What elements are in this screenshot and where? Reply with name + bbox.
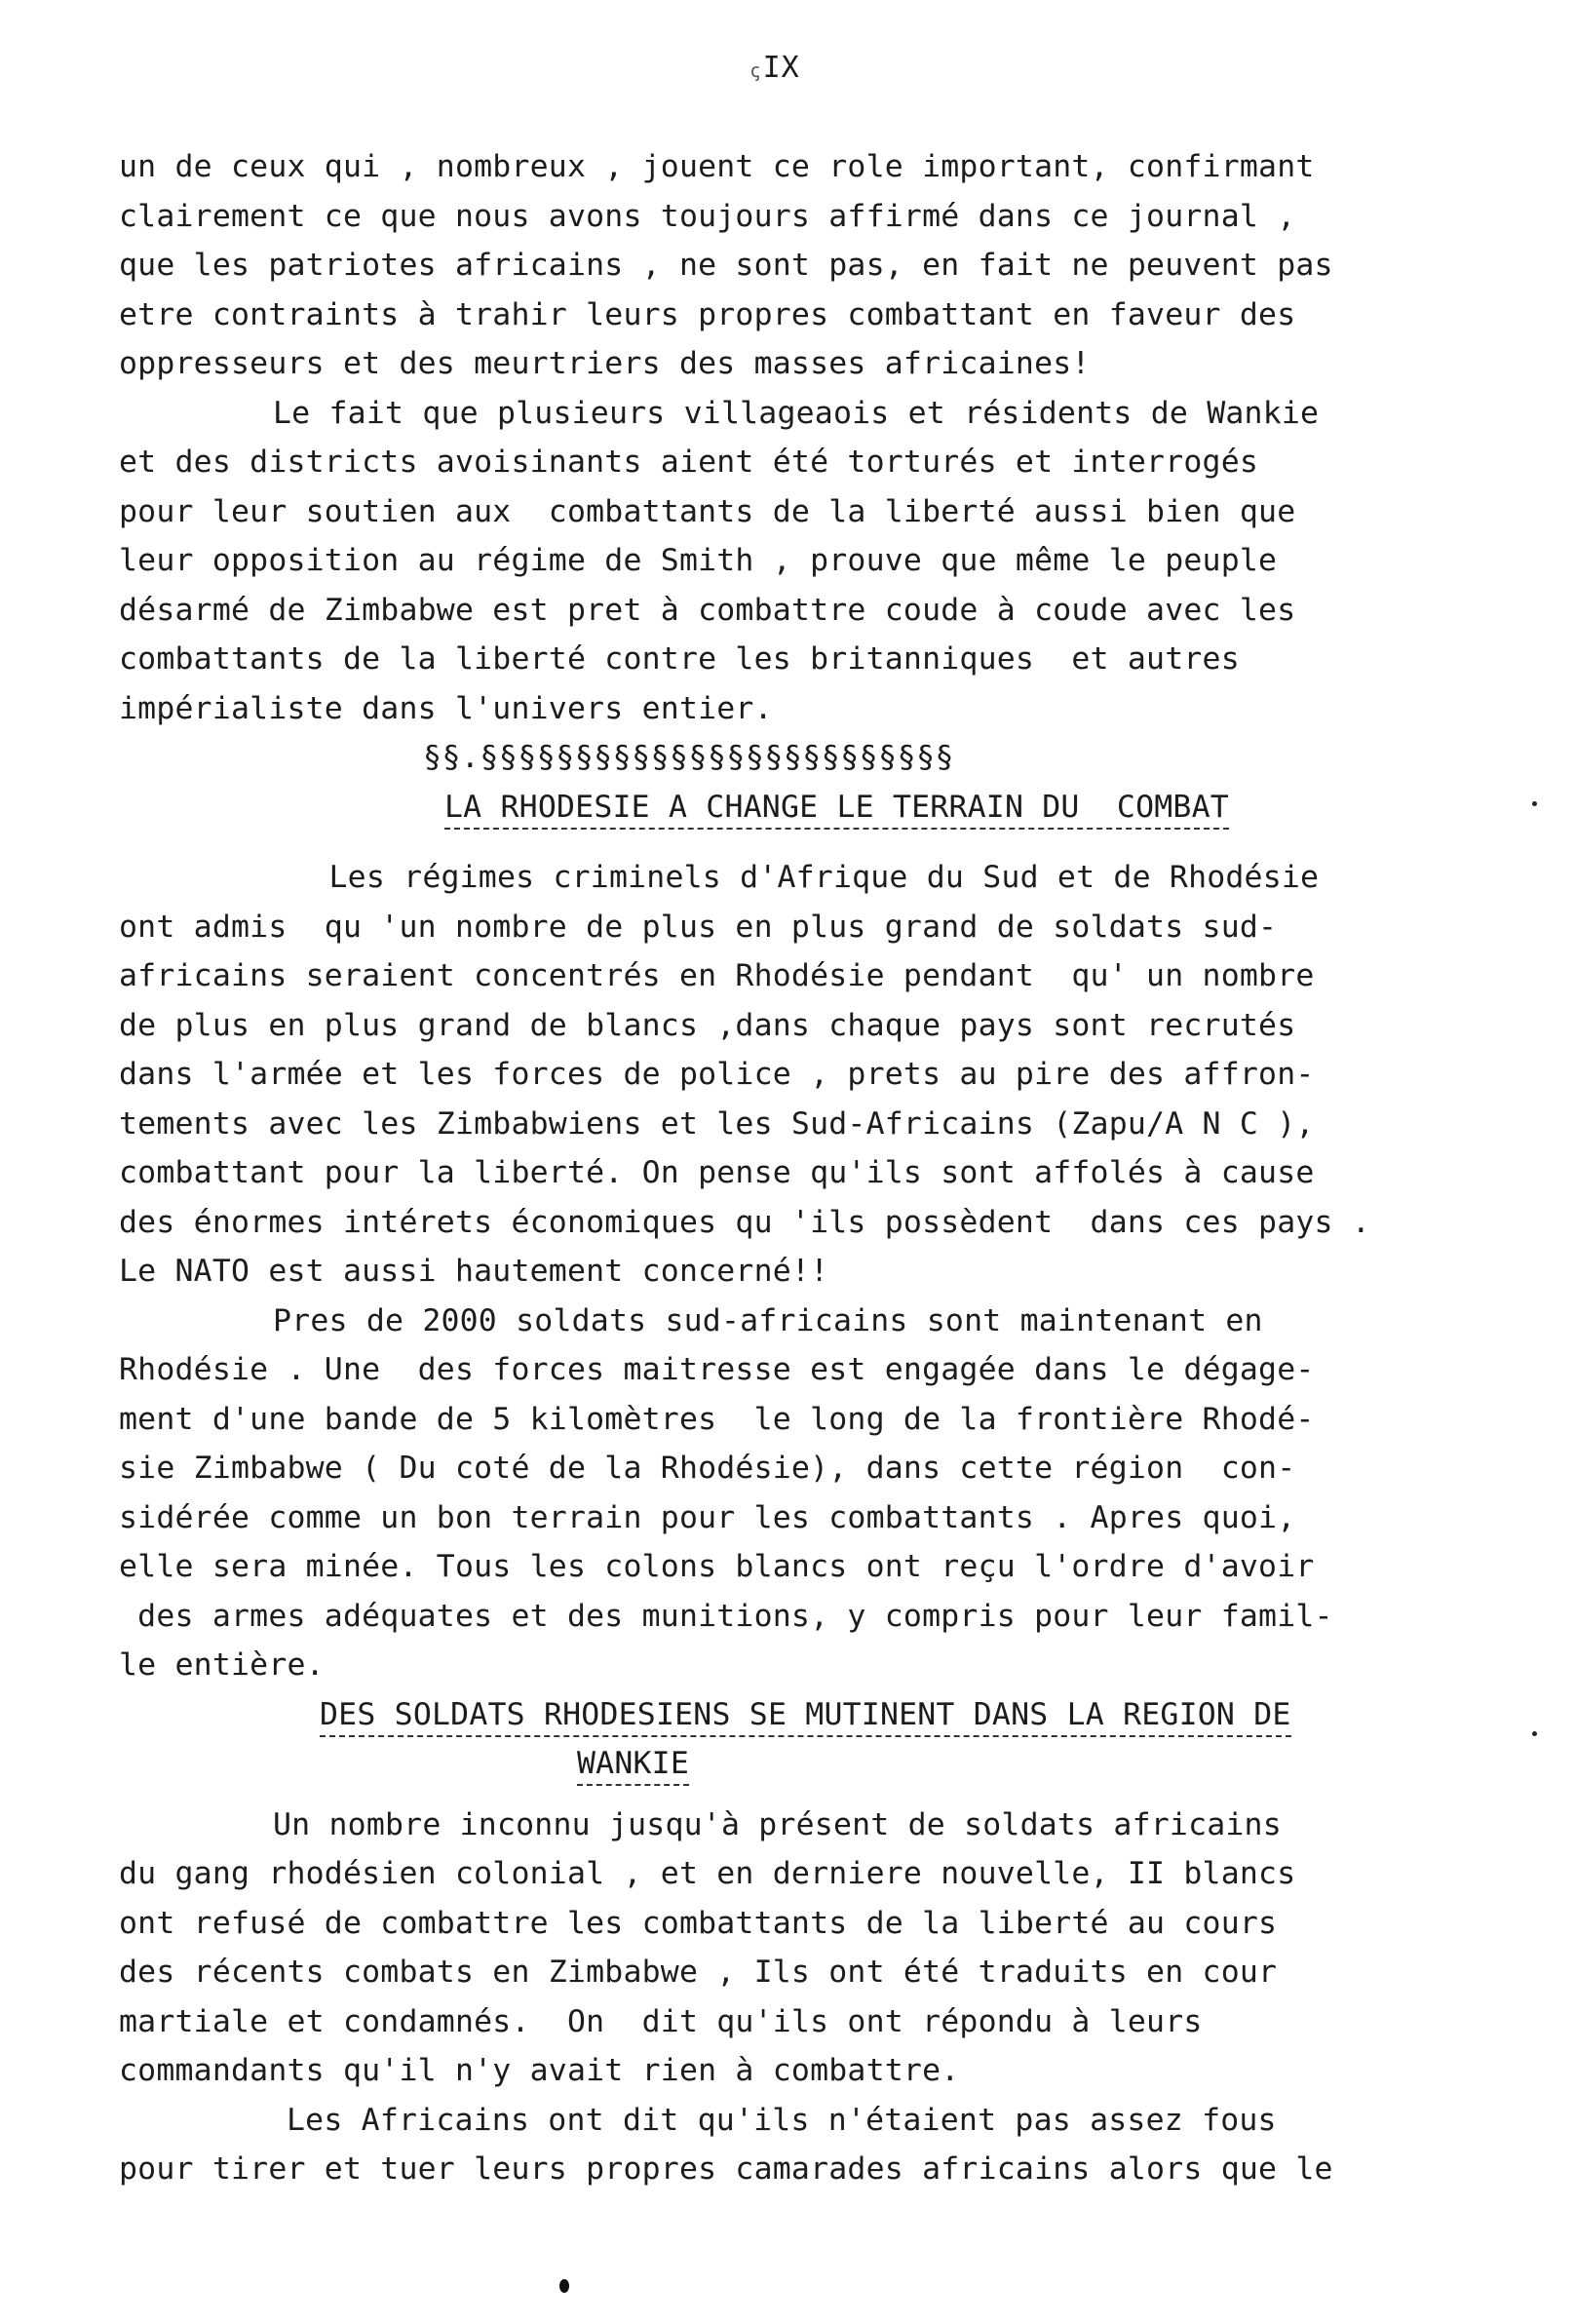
scan-speck — [559, 2279, 569, 2293]
text-line: combattant pour la liberté. On pense qu'ils sont affolés à cause — [119, 1155, 1315, 1190]
section-heading-continued — [119, 1739, 1435, 1789]
text-line: sie Zimbabwe ( Du coté de la Rhodésie), dans cette région con- — [119, 1451, 1296, 1486]
scan-speck — [1532, 1731, 1537, 1736]
text-line: des énormes intérets économiques qu 'ils possèdent dans ces pays . — [119, 1204, 1371, 1240]
section-heading-text: DES SOLDATS RHODESIENS SE MUTINENT DANS LA REGION DE — [320, 1697, 1291, 1737]
text-line: leur opposition au régime de Smith , prouve que même le peuple — [119, 543, 1278, 578]
text-line: Pres de 2000 soldats sud-africains sont maintenant en — [273, 1302, 1263, 1338]
text-line: des armes adéquates et des munitions, y compris pour leur famil- — [119, 1598, 1333, 1634]
text-line: un de ceux qui , nombreux , jouent ce role important, confirmant — [119, 149, 1315, 184]
text-line: Rhodésie . Une des forces maitresse est engagée dans le dégage- — [119, 1352, 1315, 1387]
section-heading — [119, 1690, 1435, 1740]
text-line: commandants qu'il n'y avait rien à combattre. — [119, 2053, 960, 2088]
text-line: Le fait que plusieurs villageaois et résidents de Wankie — [273, 395, 1320, 431]
document-body — [119, 142, 1435, 2194]
page-number-text: IX — [762, 51, 800, 85]
page-number — [750, 51, 800, 85]
text-line: clairement ce que nous avons toujours affirmé dans ce journal , — [119, 198, 1296, 234]
text-line: et des districts avoisinants aient été torturés et interrogés — [119, 445, 1259, 480]
text-line: pour leur soutien aux combattants de la liberté aussi bien que — [119, 493, 1296, 529]
text-line: tements avec les Zimbabwiens et les Sud-Africains (Zapu/A N C ), — [119, 1105, 1315, 1142]
text-line: du gang rhodésien colonial , et en derniere nouvelle, II blancs — [119, 1856, 1296, 1891]
text-line: le entière. — [119, 1647, 325, 1683]
text-line: ont admis qu 'un nombre de plus en plus grand de soldats sud- — [119, 909, 1278, 945]
text-line: des récents combats en Zimbabwe , Ils ont été traduits en cour — [119, 1955, 1278, 1990]
text-line: Les Africains ont dit qu'ils n'étaient pas assez fous — [287, 2102, 1277, 2138]
text-line: etre contraints à trahir leurs propres combattant en faveur des — [119, 296, 1296, 332]
text-line: que les patriotes africains , ne sont pas, en fait ne peuvent pas — [119, 248, 1333, 283]
text-line: ment d'une bande de 5 kilomètres le long de la frontière Rhodé- — [119, 1401, 1315, 1437]
section-heading-text: LA RHODESIE A CHANGE LE TERRAIN DU COMBAT — [444, 790, 1229, 830]
section-heading — [119, 783, 1435, 833]
text-line: pour tirer et tuer leurs propres camarades africains alors que le — [119, 2151, 1333, 2187]
spacer — [119, 832, 1435, 853]
text-line: Les régimes criminels d'Afrique du Sud et de Rhodésie — [273, 860, 1320, 895]
text-line: martiale et condamnés. On dit qu'ils ont répondu à leurs — [119, 2003, 1203, 2039]
text-line: impérialiste dans l'univers entier. — [119, 690, 773, 726]
section-heading-text: WANKIE — [577, 1746, 689, 1786]
page-number-mark: ꞔ — [750, 58, 761, 82]
spacer — [119, 1789, 1435, 1801]
text-line: de plus en plus grand de blancs ,dans chaque pays sont recrutés — [119, 1007, 1296, 1043]
text-line: ont refusé de combattre les combattants de la liberté au cours — [119, 1905, 1278, 1941]
text-line: désarmé de Zimbabwe est pret à combattre coude à coude avec les — [119, 592, 1296, 628]
text-line: elle sera minée. Tous les colons blancs ont reçu l'ordre d'avoir — [119, 1549, 1315, 1584]
text-line: sidérée comme un bon terrain pour les combattants . Apres quoi, — [119, 1499, 1296, 1535]
text-line: dans l'armée et les forces de police , prets au pire des affron- — [119, 1057, 1315, 1092]
text-line: Le NATO est aussi hautement concerné!! — [119, 1254, 829, 1289]
text-line: africains seraient concentrés en Rhodésie pendant qu' un nombre — [119, 958, 1315, 993]
text-line: Un nombre inconnu jusqu'à présent de soldats africains — [273, 1806, 1282, 1842]
scan-speck — [1532, 801, 1537, 806]
text-line: oppresseurs et des meurtriers des masses africaines! — [119, 346, 1091, 381]
text-line: combattants de la liberté contre les britanniques et autres — [119, 641, 1240, 677]
section-separator: §§.§§§§§§§§§§§§§§§§§§§§§§§§§ — [423, 740, 955, 775]
